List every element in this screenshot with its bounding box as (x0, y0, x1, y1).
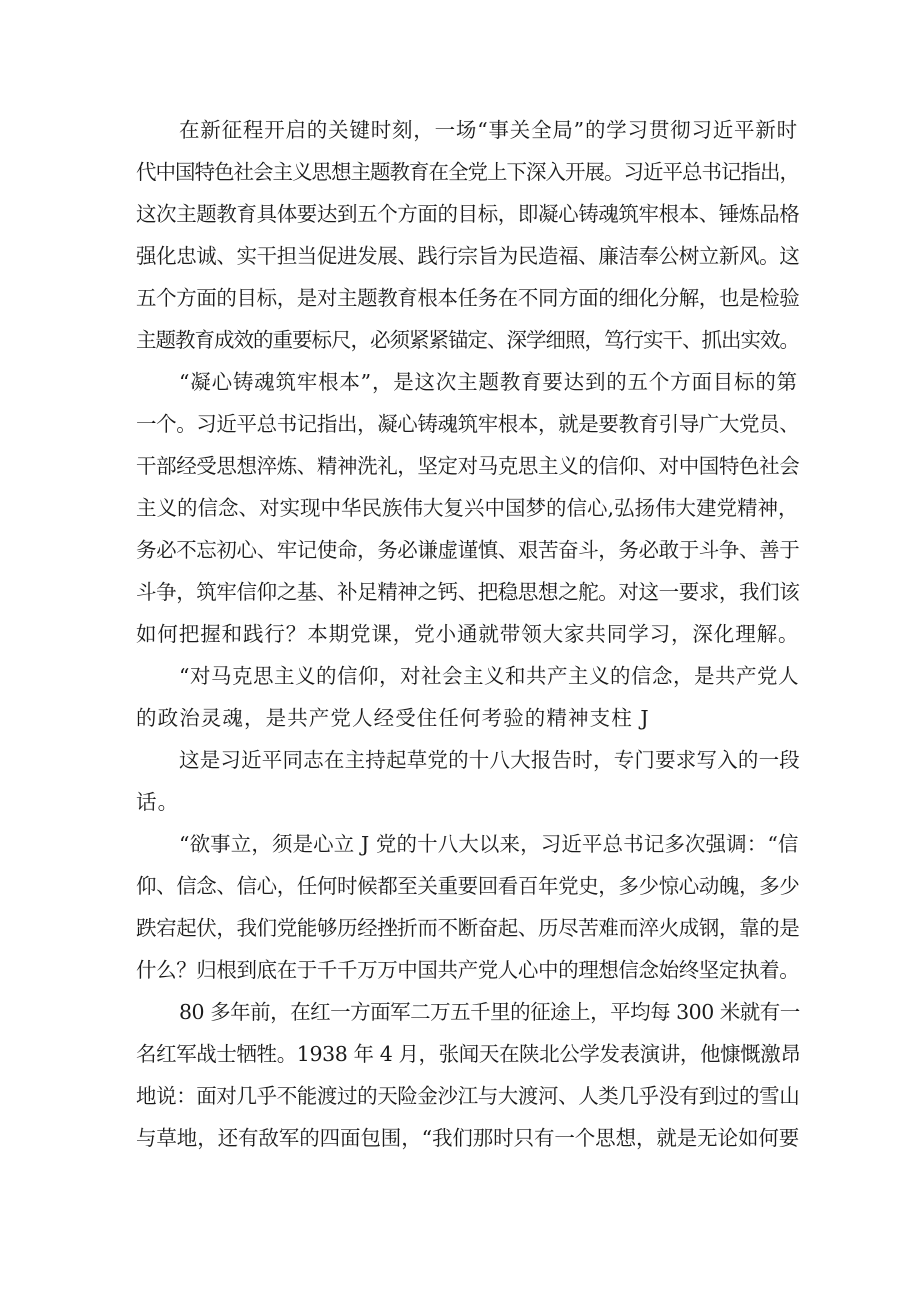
paragraph-2-line-3: 干部经受思想淬炼、精神洗礼，坚定对马克思主义的信仰、对中国特色社会 (136, 454, 800, 478)
paragraph-3-line-1: “对马克思主义的信仰，对社会主义和共产主义的信念，是共产党人 (179, 664, 799, 688)
paragraph-1-line-5: 五个方面的目标，是对主题教育根本任务在不同方面的细化分解，也是检验 (136, 286, 800, 310)
paragraph-4-line-1: 这是习近平同志在主持起草党的十八大报告时，专门要求写入的一段 (179, 748, 800, 772)
paragraph-6-line-1: 80 多年前，在红一方面军二万五千里的征途上，平均每 300 米就有一 (179, 1000, 800, 1024)
paragraph-2-line-2: 一个。习近平总书记指出，凝心铸魂筑牢根本，就是要教育引导广大党员、 (136, 412, 800, 436)
paragraph-1-line-3: 这次主题教育具体要达到五个方面的目标，即凝心铸魂筑牢根本、锤炼品格 (136, 202, 800, 226)
paragraph-5-line-1: “欲事立，须是心立 J 党的十八大以来，习近平总书记多次强调：“信 (179, 832, 799, 856)
paragraph-3-line-2: 的政治灵魂，是共产党人经受住任何考验的精神支柱 J (136, 706, 650, 730)
paragraph-1-line-4: 强化忠诚、实干担当促进发展、践行宗旨为民造福、廉洁奉公树立新风。这 (136, 244, 800, 268)
paragraph-4-line-2: 话。 (136, 790, 180, 814)
paragraph-5-line-3: 跌宕起伏，我们党能够历经挫折而不断奋起、历尽苦难而淬火成钢，靠的是 (136, 916, 800, 940)
paragraph-2-line-7: 如何把握和践行？本期党课，党小通就带领大家共同学习，深化理解。 (136, 622, 800, 646)
paragraph-2-line-5: 务必不忘初心、牢记使命，务必谦虚谨慎、艰苦奋斗，务必敢于斗争、善于 (136, 538, 800, 562)
paragraph-6-line-3: 地说：面对几乎不能渡过的天险金沙江与大渡河、人类几乎没有到过的雪山 (136, 1084, 800, 1108)
paragraph-6-line-2: 名红军战士牺牲。1938 年 4 月，张闻天在陕北公学发表演讲，他慷慨激昂 (136, 1042, 801, 1066)
paragraph-2-line-1: “凝心铸魂筑牢根本”，是这次主题教育要达到的五个方面目标的第 (179, 370, 798, 394)
paragraph-2-line-4: 主义的信念、对实现中华民族伟大复兴中国梦的信心,弘扬伟大建党精神， (136, 496, 799, 520)
paragraph-1-line-6: 主题教育成效的重要标尺，必须紧紧锚定、深学细照，笃行实干、抓出实效。 (136, 328, 799, 352)
paragraph-1-line-1: 在新征程开启的关键时刻，一场“事关全局”的学习贯彻习近平新时 (179, 118, 798, 142)
paragraph-5-line-2: 仰、信念、信心，任何时候都至关重要回看百年党史，多少惊心动魄，多少 (136, 874, 800, 898)
paragraph-6-line-4: 与草地，还有敌军的四面包围，“我们那时只有一个思想，就是无论如何要 (136, 1126, 800, 1150)
paragraph-1-line-2: 代中国特色社会主义思想主题教育在全党上下深入开展。习近平总书记指出， (136, 160, 799, 184)
paragraph-2-line-6: 斗争，筑牢信仰之基、补足精神之钙、把稳思想之舵。对这一要求，我们该 (136, 580, 800, 604)
paragraph-5-line-4: 什么？归根到底在于千千万万中国共产党人心中的理想信念始终坚定执着。 (136, 958, 800, 982)
